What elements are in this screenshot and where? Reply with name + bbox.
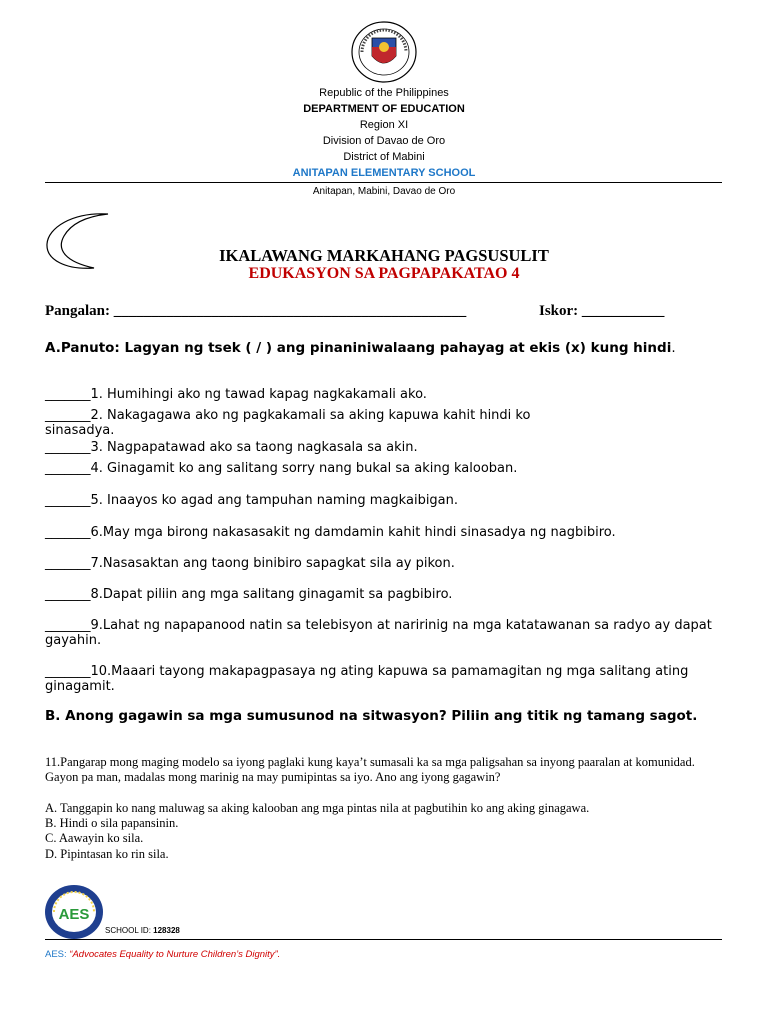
part-a-instruction-text: A.Panuto: Lagyan ng tsek ( / ) ang pinaniniwalaang pahayag at ekis (x) kung hindi: [45, 340, 672, 356]
list-item: _______2. Nakagagawa ako ng pagkakamali sa aking kapuwa kahit hindi ko sinasadya.: [45, 408, 531, 438]
choice-d: D. Pipintasan ko rin sila.: [45, 847, 169, 861]
header-address: Anitapan, Mabini, Davao de Oro: [312, 186, 456, 197]
school-id-value: 128328: [153, 926, 180, 935]
list-item: _______9.Lahat ng napapanood natin sa telebisyon at naririnig na mga katatawanan sa radyo ay dapat gayahin.: [45, 618, 712, 648]
part-a-instruction: [45, 341, 725, 356]
list-item: _______10.Maaari tayong makapagpasaya ng ating kapuwa sa pamamagitan ng mga salitang ating ginagamit.: [45, 664, 689, 694]
header-division: Division of Davao de Oro: [322, 135, 446, 147]
list-item: _______5. Inaayos ko agad ang tampuhan naming magkaibigan.: [45, 493, 459, 508]
list-item: _______3. Nagpapatawad ako sa taong nagkasala sa akin.: [45, 440, 418, 455]
name-field-label: Pangalan: _______________________________________________: [45, 303, 467, 319]
school-logo: [44, 884, 104, 940]
header-department: DEPARTMENT OF EDUCATION: [303, 103, 465, 115]
exam-title: IKALAWANG MARKAHANG PAGSUSULIT: [219, 246, 549, 265]
list-item: _______6.May mga birong nakasasakit ng damdamin kahit hindi sinasadya ng nagbibiro.: [45, 525, 616, 540]
school-id-label: SCHOOL ID:: [105, 926, 154, 935]
header-rule: [45, 182, 722, 183]
list-item: _______8.Dapat piliin ang mga salitang ginagamit sa pagbibiro.: [45, 587, 453, 602]
header-republic: Republic of the Philippines: [319, 87, 449, 99]
choice-c: C. Aawayin ko sila.: [45, 831, 144, 845]
header-district: District of Mabini: [343, 151, 425, 163]
header-region: Region XI: [359, 119, 409, 131]
deped-seal-logo: [350, 20, 418, 84]
question-11: 11.Pangarap mong maging modelo sa iyong paglaki kung kaya’t sumasali ka sa mga paligsahan sa inyong paaralan at komunidad. Gayon pa man, madalas mong marinig na may pumipintas sa iyo. Ano ang iyong gagawin?: [45, 755, 695, 784]
footer-motto: [45, 949, 280, 960]
choice-b: B. Hindi o sila papansinin.: [45, 816, 179, 830]
subject-title: EDUKASYON SA PAGPAPAKATAO 4: [248, 265, 520, 282]
score-field-label: Iskor: ___________: [539, 303, 665, 319]
footer-rule: [45, 939, 722, 940]
list-item: _______1. Humihingi ako ng tawad kapag nagkakamali ako.: [45, 387, 427, 402]
choice-a: A. Tanggapin ko nang maluwag sa aking kalooban ang mga pintas nila at pagbutihin ko ang aking ginagawa.: [45, 801, 590, 815]
school-id: [105, 926, 180, 935]
header-school: ANITAPAN ELEMENTARY SCHOOL: [292, 167, 476, 179]
part-a-instruction-period: .: [671, 340, 676, 356]
aes-label: AES:: [45, 949, 70, 960]
list-item: _______4. Ginagamit ko ang salitang sorry nang bukal sa aking kalooban.: [45, 461, 518, 476]
list-item: _______7.Nasasaktan ang taong binibiro sapagkat sila ay pikon.: [45, 556, 455, 571]
part-b-instruction: B. Anong gagawin sa mga sumusunod na sitwasyon? Piliin ang titik ng tamang sagot.: [45, 708, 698, 724]
school-logo-letters: AES: [58, 906, 90, 923]
motto-text: “Advocates Equality to Nurture Children’s Dignity”.: [69, 949, 281, 960]
